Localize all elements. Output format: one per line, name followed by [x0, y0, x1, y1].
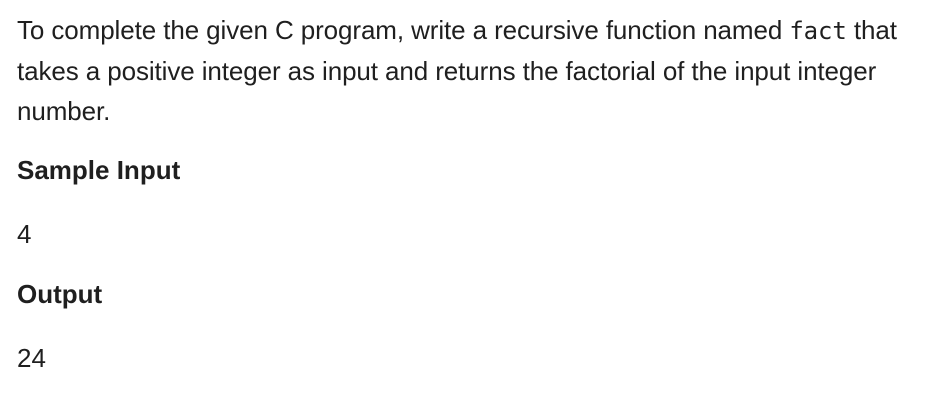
problem-description — [17, 10, 925, 131]
description-text-end: that takes a positive integer as input and returns the factorial of the input integer number. — [17, 15, 897, 126]
output-heading: Output — [17, 279, 103, 309]
sample-input-heading: Sample Input — [17, 155, 181, 185]
sample-input-value: 4 — [17, 219, 32, 249]
description-text-start: To complete the given C program, write a recursive function named — [17, 15, 790, 45]
function-name-code: fact — [789, 17, 847, 45]
output-value: 24 — [17, 343, 46, 373]
